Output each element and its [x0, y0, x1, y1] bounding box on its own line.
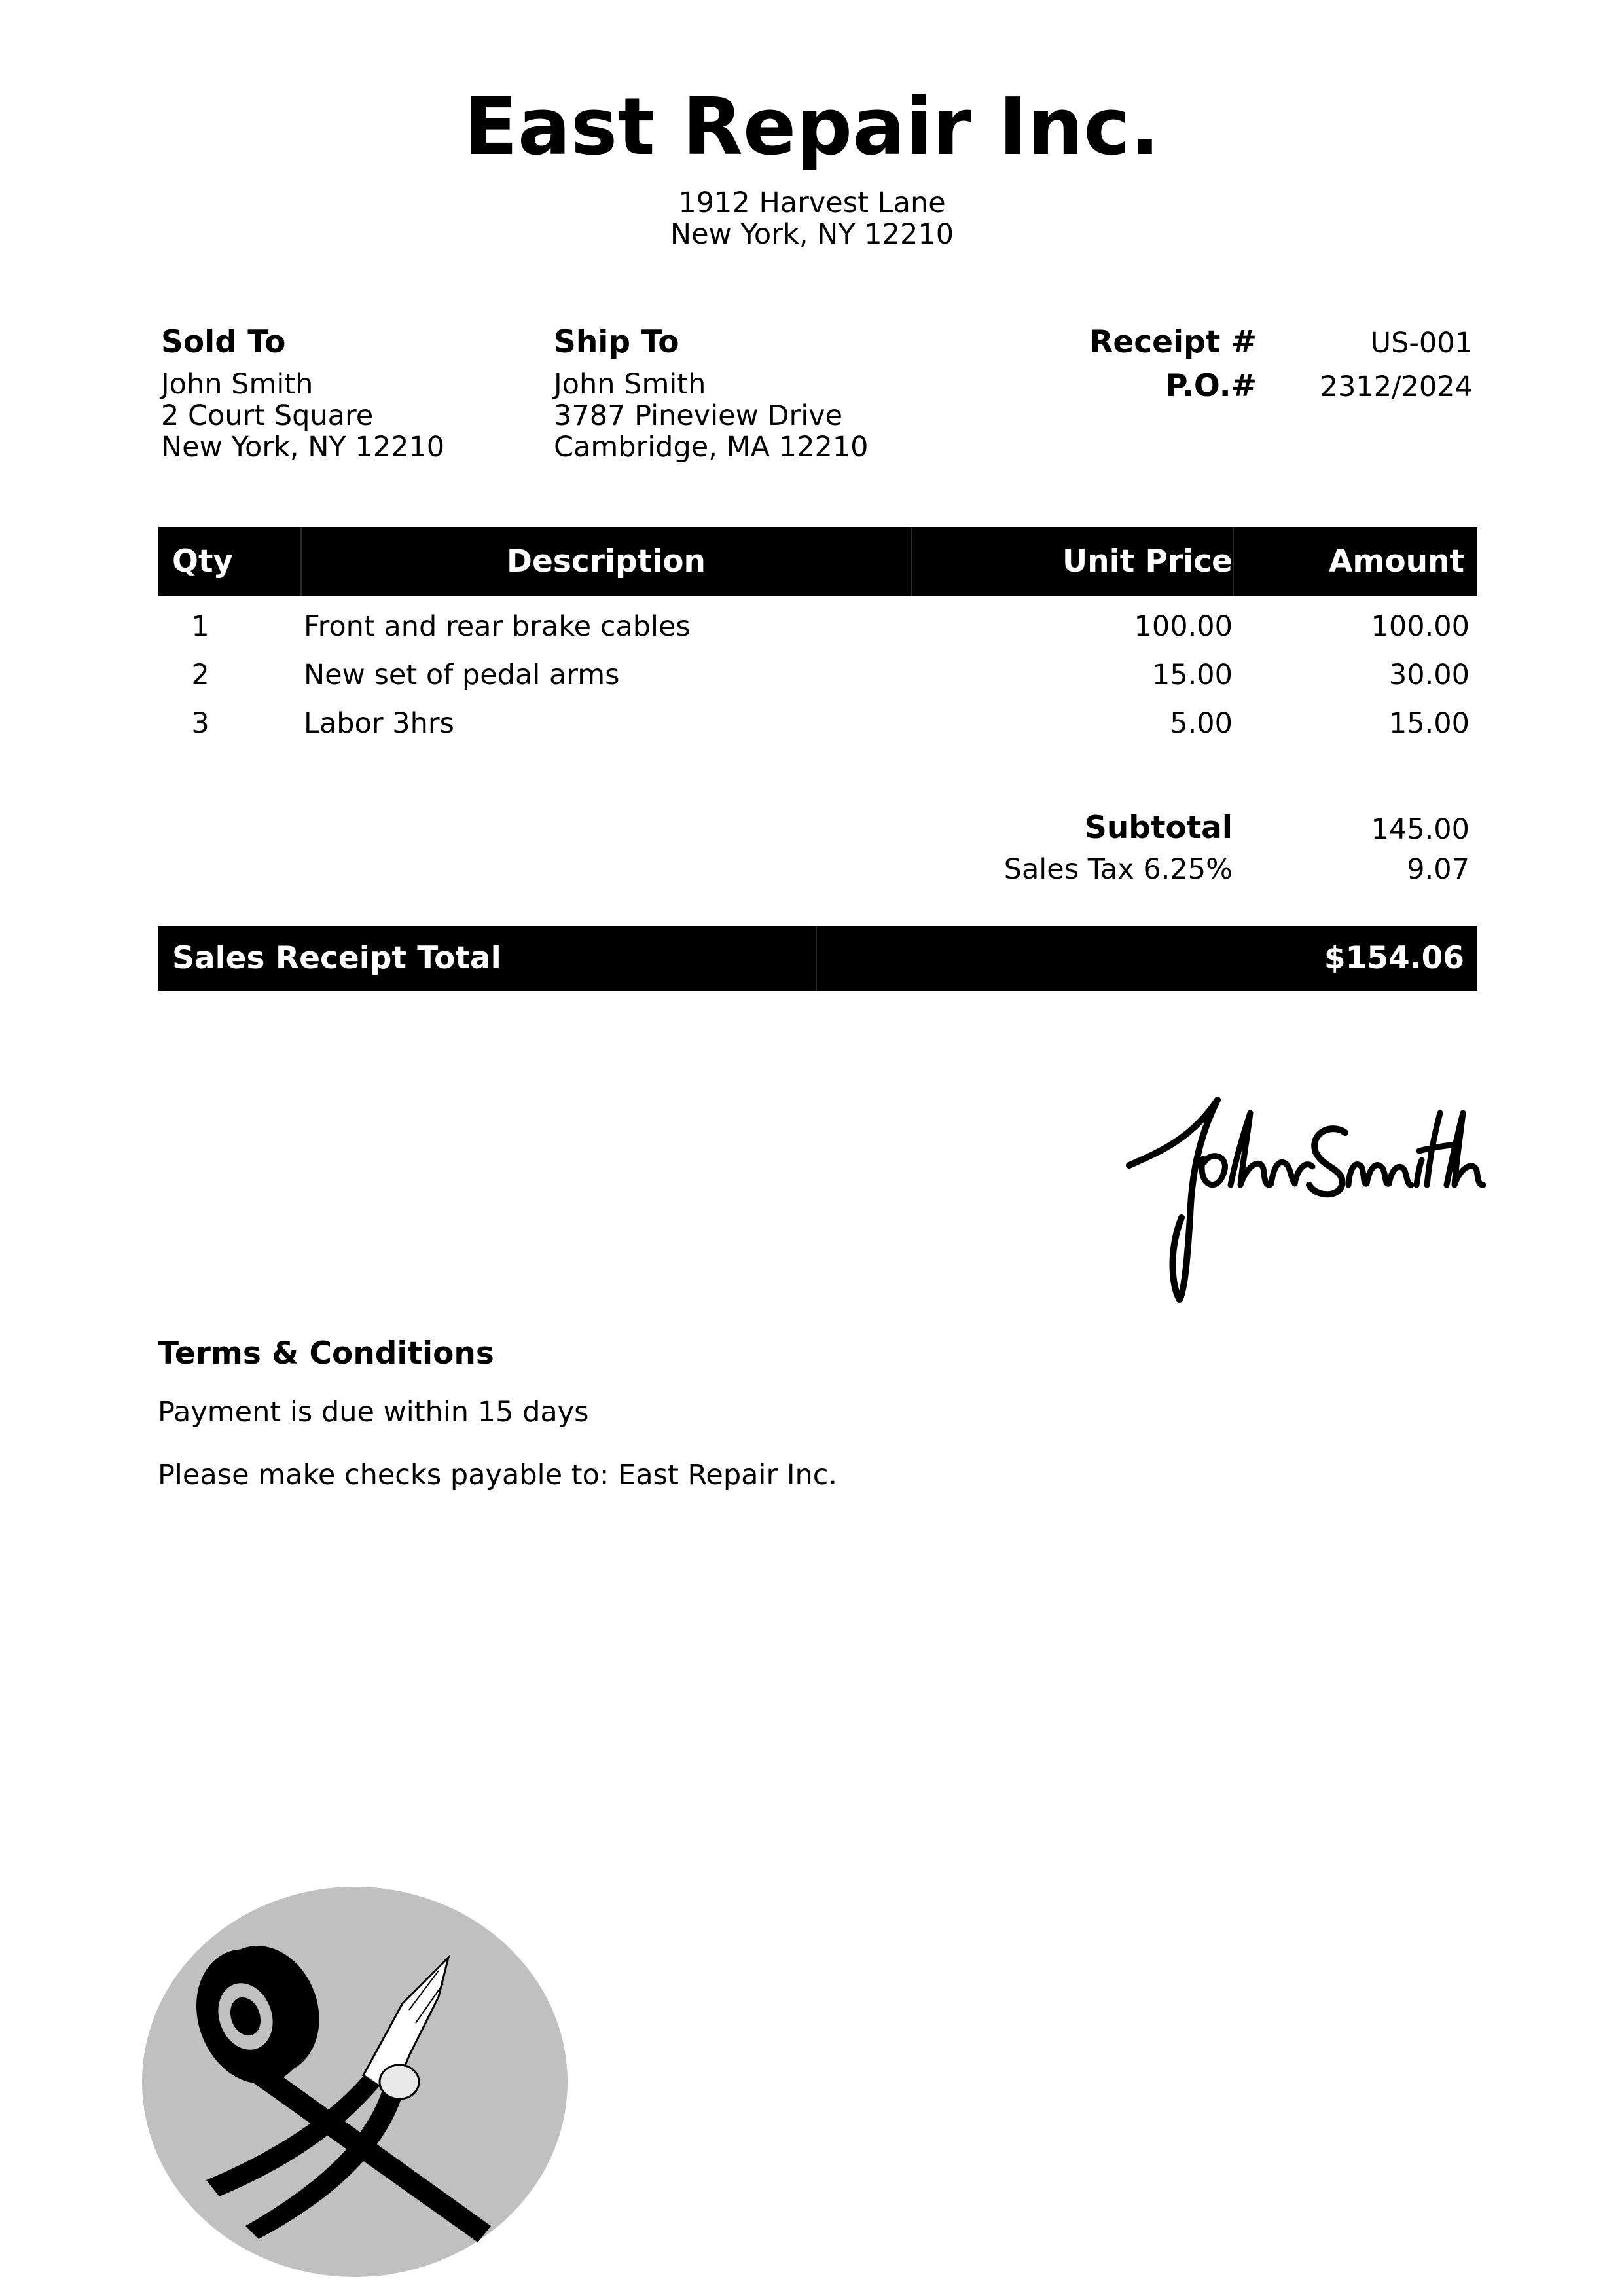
header-unit-price: Unit Price	[1062, 543, 1233, 579]
terms-title: Terms & Conditions	[158, 1336, 494, 1372]
row-unit-price: 15.00	[1151, 659, 1233, 691]
total-bar	[158, 926, 1477, 991]
row-unit-price: 100.00	[1134, 610, 1233, 643]
row-unit-price: 5.00	[1170, 707, 1233, 740]
company-logo	[141, 1886, 569, 2278]
terms-line1: Payment is due within 15 days	[158, 1396, 589, 1429]
header-qty: Qty	[172, 543, 234, 579]
row-qty: 1	[191, 610, 209, 643]
receipt-number-label: Receipt #	[1089, 324, 1257, 360]
items-table-header	[158, 527, 1477, 596]
ship-to-label: Ship To	[554, 324, 679, 360]
total-divider	[816, 926, 817, 991]
sold-to-label: Sold To	[161, 324, 286, 360]
company-name: East Repair Inc.	[463, 82, 1161, 173]
total-value: $154.06	[1324, 940, 1464, 976]
sold-to-line2: New York, NY 12210	[161, 431, 445, 464]
row-qty: 2	[191, 659, 209, 691]
sold-to-block	[161, 324, 444, 463]
company-address-line2: New York, NY 12210	[670, 218, 954, 251]
sales-tax-label: Sales Tax 6.25%	[1003, 853, 1233, 886]
po-number-value: 2312/2024	[1320, 371, 1473, 403]
logo-circle	[142, 1887, 568, 2277]
header-amount: Amount	[1328, 543, 1464, 579]
receipt-number-value: US-001	[1370, 327, 1473, 359]
subtotal-label: Subtotal	[1084, 810, 1233, 846]
total-label: Sales Receipt Total	[172, 940, 501, 976]
header-description: Description	[507, 543, 706, 579]
ship-to-name: John Smith	[554, 368, 706, 401]
row-description: Front and rear brake cables	[304, 610, 691, 643]
ship-to-line2: Cambridge, MA 12210	[554, 431, 869, 464]
row-description: New set of pedal arms	[304, 659, 620, 691]
row-amount: 100.00	[1371, 610, 1470, 643]
subtotal-value: 145.00	[1371, 813, 1470, 846]
terms-line2: Please make checks payable to: East Repair Inc.	[158, 1459, 838, 1491]
row-qty: 3	[191, 707, 209, 740]
signature	[1119, 1087, 1486, 1309]
po-number-label: P.O.#	[1165, 368, 1257, 404]
sales-tax-value: 9.07	[1407, 853, 1470, 886]
row-amount: 15.00	[1388, 707, 1470, 740]
row-description: Labor 3hrs	[304, 707, 454, 740]
sold-to-line1: 2 Court Square	[161, 399, 374, 432]
row-amount: 30.00	[1388, 659, 1470, 691]
company-address-line1: 1912 Harvest Lane	[678, 187, 946, 219]
ship-to-line1: 3787 Pineview Drive	[554, 399, 843, 432]
ship-to-block	[554, 324, 869, 463]
sold-to-name: John Smith	[161, 368, 314, 401]
